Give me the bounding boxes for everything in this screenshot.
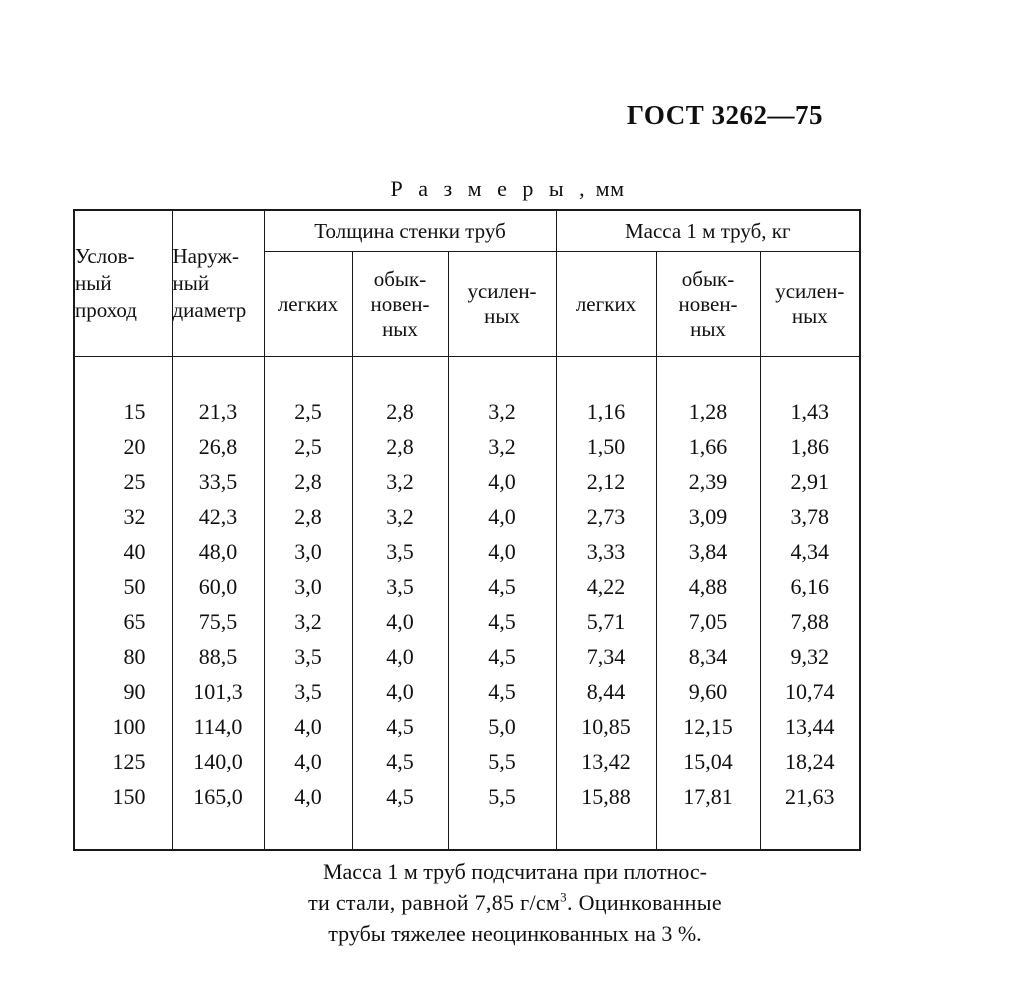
- cell-outside-diameter: 33,5: [172, 464, 264, 499]
- cell-mass-ordinary: 15,04: [656, 744, 760, 779]
- cell-mass-light: 10,85: [556, 709, 656, 744]
- cell-wall-light: 4,0: [264, 779, 352, 814]
- header-wall-reinforced-line1: усилен-: [467, 279, 537, 303]
- cell-outside-diameter: 60,0: [172, 569, 264, 604]
- cell-wall-light: 3,2: [264, 604, 352, 639]
- cell-wall-reinforced: 3,2: [448, 429, 556, 464]
- header-outside-diameter-line1: Наруж-: [172, 244, 239, 269]
- cell-wall-ordinary: 4,0: [352, 604, 448, 639]
- cell-mass-light: 2,73: [556, 499, 656, 534]
- spacer-cell: [172, 357, 264, 395]
- cell-outside-diameter: 140,0: [172, 744, 264, 779]
- spacer-cell: [264, 357, 352, 395]
- table-row: [74, 499, 860, 534]
- cell-mass-ordinary: 3,84: [656, 534, 760, 569]
- cell-wall-reinforced: 4,0: [448, 534, 556, 569]
- spacer-cell: [352, 814, 448, 850]
- cell-outside-diameter: 101,3: [172, 674, 264, 709]
- cell-outside-diameter: 42,3: [172, 499, 264, 534]
- cell-wall-light: 3,0: [264, 569, 352, 604]
- header-wall-ordinary-line1: обык-: [373, 266, 427, 291]
- cell-mass-reinforced: 6,16: [760, 569, 860, 604]
- cell-wall-ordinary: 3,2: [352, 499, 448, 534]
- cell-mass-light: 3,33: [556, 534, 656, 569]
- cell-mass-reinforced: 2,91: [760, 464, 860, 499]
- cell-wall-light: 4,0: [264, 709, 352, 744]
- header-mass-ordinary-line2: новен-: [678, 291, 738, 316]
- cell-mass-light: 2,12: [556, 464, 656, 499]
- cell-wall-ordinary: 4,0: [352, 674, 448, 709]
- cell-nominal-bore: 25: [74, 464, 172, 499]
- table-row: [74, 569, 860, 604]
- header-nominal-bore-line1: Услов-: [75, 244, 135, 269]
- cell-mass-ordinary: 7,05: [656, 604, 760, 639]
- cell-nominal-bore: 125: [74, 744, 172, 779]
- cell-mass-light: 1,50: [556, 429, 656, 464]
- cell-nominal-bore: 50: [74, 569, 172, 604]
- header-wall-reinforced-line2: ных: [484, 304, 520, 328]
- cell-outside-diameter: 26,8: [172, 429, 264, 464]
- header-row-groups: [74, 210, 860, 252]
- spacer-cell: [556, 814, 656, 850]
- cell-mass-light: 7,34: [556, 639, 656, 674]
- cell-wall-ordinary: 4,5: [352, 744, 448, 779]
- spacer-cell: [448, 357, 556, 395]
- cell-outside-diameter: 114,0: [172, 709, 264, 744]
- header-outside-diameter-line2: ный: [172, 271, 210, 296]
- cell-wall-reinforced: 4,5: [448, 674, 556, 709]
- header-wall-ordinary-line3: ных: [382, 316, 418, 341]
- table-bottom-gap-row: [74, 814, 860, 850]
- table-row: [74, 464, 860, 499]
- spacer-cell: [74, 357, 172, 395]
- cell-wall-reinforced: 3,2: [448, 394, 556, 429]
- table-row: [74, 674, 860, 709]
- header-mass-ordinary: [656, 252, 760, 357]
- header-group-wall-thickness: Толщина стенки труб: [264, 210, 556, 252]
- table-row: [74, 604, 860, 639]
- spacer-cell: [448, 814, 556, 850]
- footnote-line-2-text-a: ти стали, равной 7,85 г/см: [308, 890, 561, 916]
- table-spacer-row: [74, 357, 860, 395]
- table-row: [74, 709, 860, 744]
- cell-mass-ordinary: 9,60: [656, 674, 760, 709]
- header-mass-reinforced-line1: усилен-: [775, 279, 845, 303]
- footnote-line-3: трубы тяжелее неоцинкованных на 3 %.: [328, 921, 702, 947]
- cell-mass-reinforced: 7,88: [760, 604, 860, 639]
- dimensions-table: [73, 209, 861, 851]
- spacer-cell: [172, 814, 264, 850]
- cell-mass-ordinary: 1,28: [656, 394, 760, 429]
- cell-outside-diameter: 21,3: [172, 394, 264, 429]
- cell-nominal-bore: 150: [74, 779, 172, 814]
- cell-wall-reinforced: 5,5: [448, 779, 556, 814]
- cell-mass-reinforced: 1,86: [760, 429, 860, 464]
- cell-mass-reinforced: 21,63: [760, 779, 860, 814]
- table-row: [74, 429, 860, 464]
- cell-wall-light: 2,5: [264, 394, 352, 429]
- header-mass-ordinary-line3: ных: [690, 316, 726, 341]
- cell-wall-ordinary: 4,0: [352, 639, 448, 674]
- cell-nominal-bore: 15: [74, 394, 172, 429]
- table-head: [74, 210, 860, 357]
- cell-wall-light: 3,5: [264, 674, 352, 709]
- table-body: [74, 357, 860, 851]
- table-row: [74, 639, 860, 674]
- cell-outside-diameter: 75,5: [172, 604, 264, 639]
- cell-wall-light: 3,5: [264, 639, 352, 674]
- footnote-line-1: Масса 1 м труб подсчитана при плотнос-: [322, 859, 708, 884]
- header-outside-diameter: [172, 210, 264, 357]
- cell-mass-reinforced: 10,74: [760, 674, 860, 709]
- table-caption-unit: мм: [595, 176, 625, 201]
- cell-wall-ordinary: 2,8: [352, 429, 448, 464]
- cell-mass-light: 5,71: [556, 604, 656, 639]
- cell-nominal-bore: 40: [74, 534, 172, 569]
- cell-mass-light: 8,44: [556, 674, 656, 709]
- cell-wall-ordinary: 2,8: [352, 394, 448, 429]
- cell-mass-reinforced: 18,24: [760, 744, 860, 779]
- header-nominal-bore: [74, 210, 172, 357]
- spacer-cell: [74, 814, 172, 850]
- cell-wall-reinforced: 5,0: [448, 709, 556, 744]
- cell-mass-reinforced: 3,78: [760, 499, 860, 534]
- spacer-cell: [760, 814, 860, 850]
- spacer-cell: [656, 814, 760, 850]
- table-footnote: [195, 856, 835, 950]
- footnote-line-2: [195, 887, 835, 918]
- cell-outside-diameter: 88,5: [172, 639, 264, 674]
- table-row: [74, 394, 860, 429]
- cell-mass-light: 15,88: [556, 779, 656, 814]
- cell-wall-reinforced: 4,0: [448, 464, 556, 499]
- cell-wall-light: 2,5: [264, 429, 352, 464]
- table-row: [74, 744, 860, 779]
- cell-wall-ordinary: 3,5: [352, 569, 448, 604]
- header-nominal-bore-line2: ный: [75, 271, 112, 296]
- cell-wall-reinforced: 5,5: [448, 744, 556, 779]
- cell-nominal-bore: 90: [74, 674, 172, 709]
- cell-nominal-bore: 32: [74, 499, 172, 534]
- cell-mass-reinforced: 9,32: [760, 639, 860, 674]
- header-mass-light: легких: [556, 252, 656, 357]
- cell-mass-ordinary: 1,66: [656, 429, 760, 464]
- cell-wall-reinforced: 4,5: [448, 569, 556, 604]
- dimensions-table-wrapper: [73, 209, 859, 851]
- header-wall-ordinary: [352, 252, 448, 357]
- cell-mass-ordinary: 2,39: [656, 464, 760, 499]
- header-mass-reinforced-line2: ных: [791, 304, 828, 328]
- cell-mass-ordinary: 12,15: [656, 709, 760, 744]
- header-wall-light: легких: [264, 252, 352, 357]
- cell-wall-reinforced: 4,0: [448, 499, 556, 534]
- cell-wall-ordinary: 3,2: [352, 464, 448, 499]
- cell-wall-ordinary: 4,5: [352, 709, 448, 744]
- cell-mass-ordinary: 4,88: [656, 569, 760, 604]
- cell-wall-light: 2,8: [264, 499, 352, 534]
- footnote-superscript: 3: [560, 889, 567, 905]
- table-row: [74, 779, 860, 814]
- footnote-line-2-text-b: . Оцинкованные: [566, 890, 722, 916]
- standard-number: ГОСТ 3262—75: [626, 100, 823, 130]
- cell-mass-ordinary: 8,34: [656, 639, 760, 674]
- cell-wall-ordinary: 4,5: [352, 779, 448, 814]
- spacer-cell: [656, 357, 760, 395]
- cell-wall-light: 3,0: [264, 534, 352, 569]
- header-wall-reinforced: [448, 252, 556, 357]
- cell-wall-reinforced: 4,5: [448, 639, 556, 674]
- header-mass-reinforced: [760, 252, 860, 357]
- spacer-cell: [556, 357, 656, 395]
- header-nominal-bore-line3: проход: [75, 297, 137, 322]
- header-group-mass-per-meter: Масса 1 м труб, кг: [556, 210, 860, 252]
- cell-outside-diameter: 48,0: [172, 534, 264, 569]
- header-mass-ordinary-line1: обык-: [681, 266, 735, 291]
- cell-mass-ordinary: 17,81: [656, 779, 760, 814]
- header-wall-ordinary-line2: новен-: [370, 291, 430, 316]
- cell-mass-light: 1,16: [556, 394, 656, 429]
- cell-mass-reinforced: 13,44: [760, 709, 860, 744]
- cell-wall-reinforced: 4,5: [448, 604, 556, 639]
- table-caption: [0, 176, 1015, 202]
- header-outside-diameter-line3: диаметр: [172, 297, 247, 322]
- spacer-cell: [352, 357, 448, 395]
- table-caption-spaced: Р а з м е р ы ,: [390, 176, 590, 201]
- cell-wall-light: 4,0: [264, 744, 352, 779]
- cell-wall-ordinary: 3,5: [352, 534, 448, 569]
- cell-nominal-bore: 80: [74, 639, 172, 674]
- cell-nominal-bore: 100: [74, 709, 172, 744]
- cell-wall-light: 2,8: [264, 464, 352, 499]
- cell-nominal-bore: 65: [74, 604, 172, 639]
- cell-mass-light: 4,22: [556, 569, 656, 604]
- cell-mass-reinforced: 1,43: [760, 394, 860, 429]
- cell-mass-light: 13,42: [556, 744, 656, 779]
- cell-outside-diameter: 165,0: [172, 779, 264, 814]
- spacer-cell: [760, 357, 860, 395]
- spacer-cell: [264, 814, 352, 850]
- cell-mass-ordinary: 3,09: [656, 499, 760, 534]
- cell-nominal-bore: 20: [74, 429, 172, 464]
- table-row: [74, 534, 860, 569]
- cell-mass-reinforced: 4,34: [760, 534, 860, 569]
